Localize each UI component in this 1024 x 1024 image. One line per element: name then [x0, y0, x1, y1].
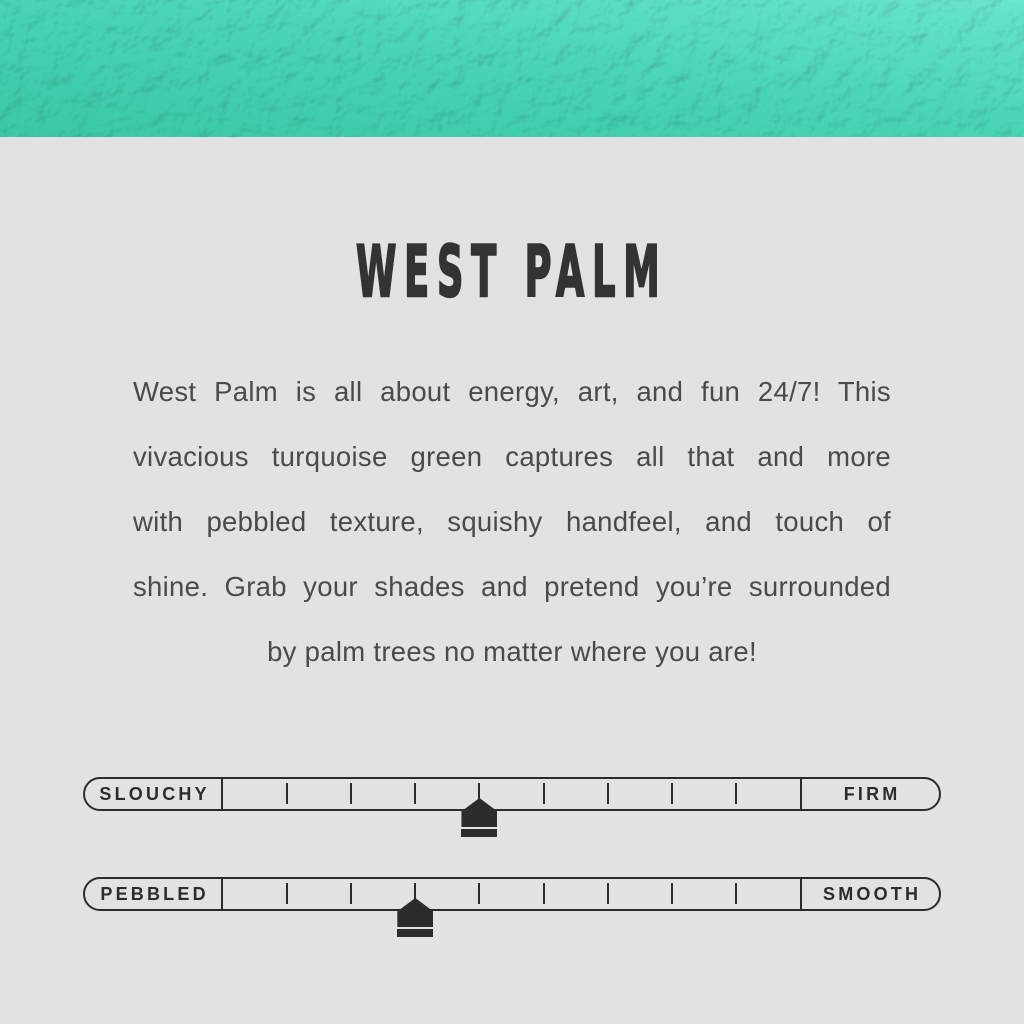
- tick-mark: [543, 783, 545, 804]
- tick-mark: [286, 883, 288, 904]
- description-line: shine. Grab your shades and pretend you’re surrounded: [133, 571, 891, 602]
- tick-mark: [607, 783, 609, 804]
- tick-mark: [286, 783, 288, 804]
- marker-base: [397, 929, 433, 937]
- tick-mark: [607, 883, 609, 904]
- tick-mark: [543, 883, 545, 904]
- position-marker: [461, 798, 497, 837]
- description-line: vivacious turquoise green captures all that and more: [133, 441, 891, 472]
- tick-mark: [671, 783, 673, 804]
- scale-left-label: SLOUCHY: [99, 783, 210, 804]
- description-line: West Palm is all about energy, art, and fun 24/7! This: [133, 376, 891, 407]
- scale-left-label: PEBBLED: [100, 883, 209, 904]
- scale-track: [223, 879, 800, 909]
- scale-left-cap: [85, 779, 223, 809]
- scale-right-label: SMOOTH: [822, 883, 922, 904]
- description-line: by palm trees no matter where you are!: [267, 636, 757, 667]
- tick-mark: [735, 783, 737, 804]
- scale-track: [223, 779, 800, 809]
- description-line: with pebbled texture, squishy handfeel, and touch of: [133, 506, 891, 537]
- tick-mark: [350, 783, 352, 804]
- tick-mark: [350, 883, 352, 904]
- tick-mark: [478, 883, 480, 904]
- scale-right-label: FIRM: [843, 783, 901, 804]
- scale-right-cap: [800, 779, 939, 809]
- title-row: [0, 228, 1024, 316]
- product-name-title: WEST PALM: [356, 230, 668, 314]
- marker-arrow-icon: [461, 798, 497, 827]
- tick-mark: [414, 783, 416, 804]
- position-marker: [397, 898, 433, 937]
- product-description: [133, 359, 891, 684]
- slouchy-firm-scale: [83, 777, 941, 811]
- leather-swatch-image: [0, 0, 1024, 137]
- scale-left-cap: [85, 879, 223, 909]
- scale-right-cap: [800, 879, 939, 909]
- marker-arrow-icon: [397, 898, 433, 927]
- marker-base: [461, 829, 497, 837]
- tick-mark: [735, 883, 737, 904]
- tick-mark: [671, 883, 673, 904]
- pebbled-smooth-scale: [83, 877, 941, 911]
